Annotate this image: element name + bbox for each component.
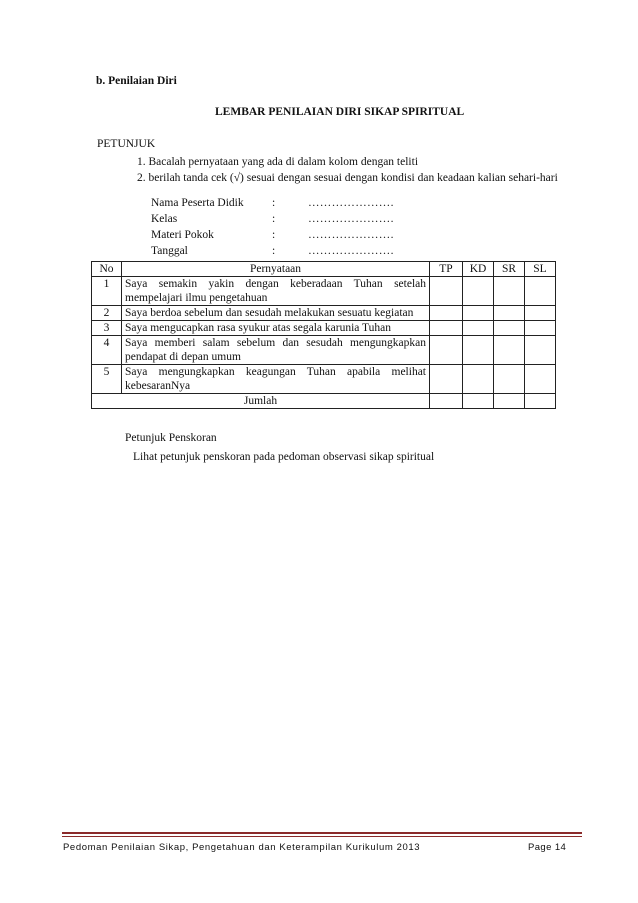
identity-label: Nama Peserta Didik [151, 197, 244, 209]
table-header-row [92, 262, 556, 277]
check-cell-tp[interactable] [430, 277, 463, 306]
identity-blank: …………………. [308, 229, 394, 241]
section-title: b. Penilaian Diri [96, 75, 177, 87]
footer-rule [62, 832, 582, 834]
identity-label: Tanggal [151, 245, 188, 257]
total-cell-sl[interactable] [525, 394, 556, 409]
sheet-title: LEMBAR PENILAIAN DIRI SIKAP SPIRITUAL [215, 106, 465, 118]
row-number: 4 [92, 336, 122, 365]
table-row [92, 277, 556, 306]
check-cell-tp[interactable] [430, 306, 463, 321]
check-cell-sr[interactable] [494, 277, 525, 306]
row-number: 3 [92, 321, 122, 336]
row-statement: Saya semakin yakin dengan keberadaan Tuhan setelah mempelajari ilmu pengetahuan [122, 277, 430, 306]
check-cell-sr[interactable] [494, 336, 525, 365]
row-number: 2 [92, 306, 122, 321]
check-cell-sr[interactable] [494, 365, 525, 394]
check-cell-tp[interactable] [430, 365, 463, 394]
row-number: 1 [92, 277, 122, 306]
check-cell-kd[interactable] [463, 365, 494, 394]
assessment-table [91, 261, 556, 409]
footer-rule-thin [62, 836, 582, 837]
check-cell-kd[interactable] [463, 336, 494, 365]
instruction-item-1: 1. Bacalah pernyataan yang ada di dalam kolom dengan teliti [137, 156, 419, 168]
row-statement: Saya mengungkapkan keagungan Tuhan apabila melihat kebesaranNya [122, 365, 430, 394]
identity-colon: : [272, 245, 276, 257]
identity-label: Materi Pokok [151, 229, 214, 241]
table-row [92, 306, 556, 321]
row-statement: Saya mengucapkan rasa syukur atas segala karunia Tuhan [122, 321, 430, 336]
check-cell-sr[interactable] [494, 321, 525, 336]
identity-blank: …………………. [308, 213, 394, 225]
identity-colon: : [272, 213, 276, 225]
table-row [92, 336, 556, 365]
table-total-row [92, 394, 556, 409]
header-sr: SR [494, 262, 525, 277]
check-cell-sl[interactable] [525, 321, 556, 336]
identity-colon: : [272, 229, 276, 241]
table-row [92, 321, 556, 336]
total-label: Jumlah [92, 394, 430, 409]
total-cell-kd[interactable] [463, 394, 494, 409]
check-cell-kd[interactable] [463, 277, 494, 306]
identity-field-name [151, 197, 411, 213]
row-statement: Saya berdoa sebelum dan sesudah melakukan sesuatu kegiatan [122, 306, 430, 321]
header-tp: TP [430, 262, 463, 277]
check-cell-tp[interactable] [430, 321, 463, 336]
check-cell-tp[interactable] [430, 336, 463, 365]
page-number: Page 14 [528, 842, 567, 853]
check-cell-kd[interactable] [463, 306, 494, 321]
table-row [92, 365, 556, 394]
row-statement: Saya memberi salam sebelum dan sesudah mengungkapkan pendapat di depan umum [122, 336, 430, 365]
header-kd: KD [463, 262, 494, 277]
instructions-heading: PETUNJUK [97, 138, 156, 150]
check-cell-kd[interactable] [463, 321, 494, 336]
row-number: 5 [92, 365, 122, 394]
check-cell-sl[interactable] [525, 336, 556, 365]
identity-blank: …………………. [308, 197, 394, 209]
check-cell-sl[interactable] [525, 306, 556, 321]
instruction-item-2: 2. berilah tanda cek (√) sesuai dengan sesuai dengan kondisi dan keadaan kalian sehari-hari [137, 172, 558, 184]
identity-colon: : [272, 197, 276, 209]
check-cell-sl[interactable] [525, 365, 556, 394]
check-cell-sr[interactable] [494, 306, 525, 321]
total-cell-sr[interactable] [494, 394, 525, 409]
scoring-heading: Petunjuk Penskoran [125, 432, 217, 444]
header-no: No [92, 262, 122, 277]
identity-field-date [151, 245, 411, 261]
identity-field-class [151, 213, 411, 229]
scoring-text: Lihat petunjuk penskoran pada pedoman observasi sikap spiritual [133, 451, 435, 463]
check-cell-sl[interactable] [525, 277, 556, 306]
footer-title: Pedoman Penilaian Sikap, Pengetahuan dan Keterampilan Kurikulum 2013 [63, 842, 421, 853]
identity-blank: …………………. [308, 245, 394, 257]
header-statement: Pernyataan [122, 262, 430, 277]
header-sl: SL [525, 262, 556, 277]
identity-field-topic [151, 229, 411, 245]
identity-label: Kelas [151, 213, 178, 225]
total-cell-tp[interactable] [430, 394, 463, 409]
